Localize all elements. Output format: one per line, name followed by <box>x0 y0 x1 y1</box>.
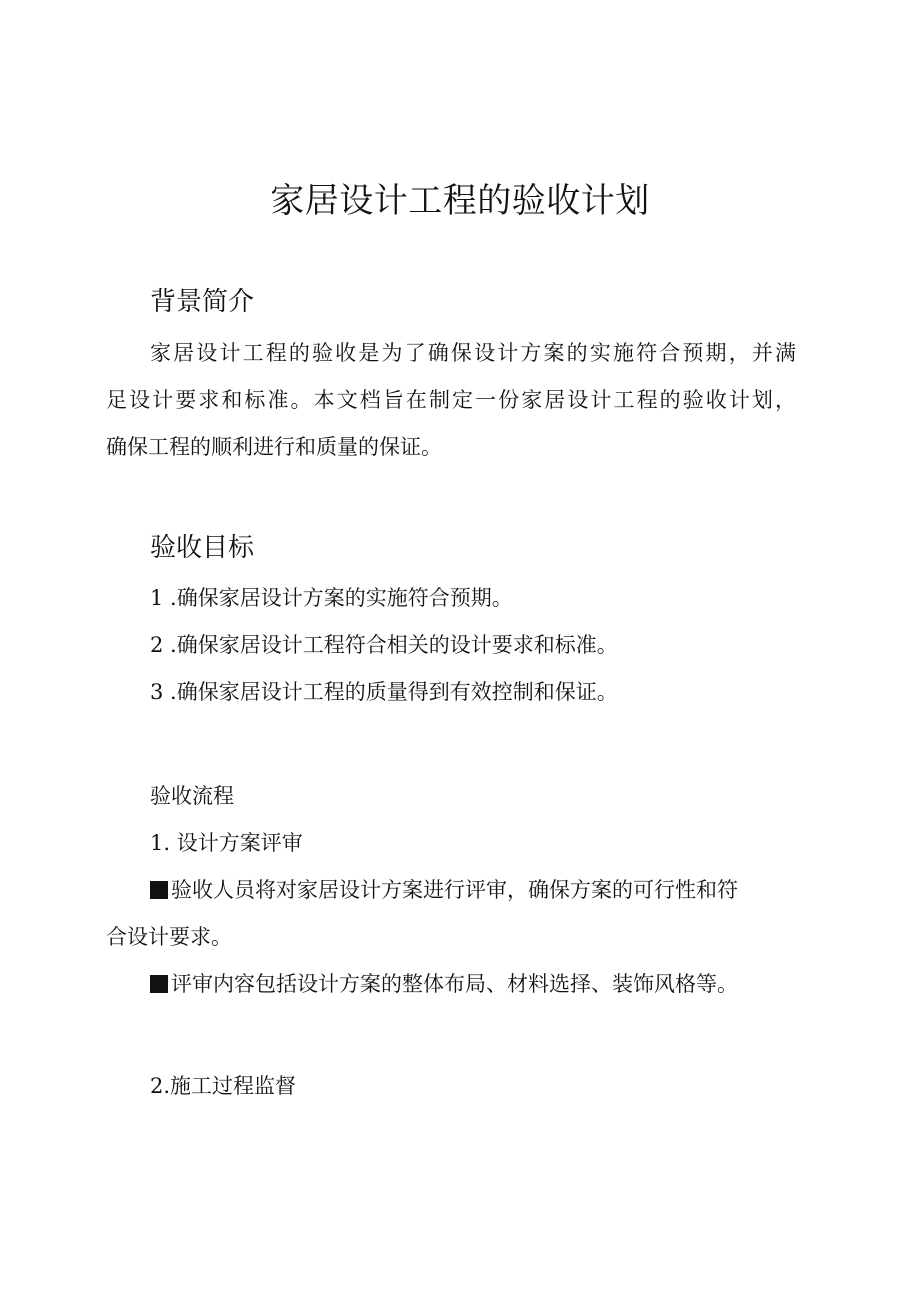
process-step-2-title: 2.施工过程监督 <box>150 1074 297 1098</box>
review-bullet-1-line-1 <box>150 875 738 905</box>
review-bullet-1-text: 验收人员将对家居设计方案进行评审，确保方案的可行性和符 <box>171 878 738 902</box>
document-title: 家居设计工程的验收计划 <box>270 181 650 221</box>
background-paragraph-line-1: 家居设计工程的验收是为了确保设计方案的实施符合预期，并满 <box>150 341 796 365</box>
objective-item-2: 2 .确保家居设计工程符合相关的设计要求和标准。 <box>150 633 618 657</box>
objectives-heading: 验收目标 <box>150 533 255 563</box>
background-paragraph-line-3: 确保工程的顺利进行和质量的保证。 <box>106 435 442 459</box>
process-heading: 验收流程 <box>150 784 234 808</box>
review-bullet-2 <box>150 969 738 999</box>
objective-item-3: 3 .确保家居设计工程的质量得到有效控制和保证。 <box>150 680 618 704</box>
background-heading: 背景简介 <box>150 287 255 317</box>
objective-item-1: 1 .确保家居设计方案的实施符合预期。 <box>150 586 513 610</box>
square-bullet-icon <box>150 975 168 993</box>
square-bullet-icon <box>150 881 168 899</box>
review-bullet-1-line-2: 合设计要求。 <box>106 925 232 949</box>
process-step-1-title: 1. 设计方案评审 <box>150 831 303 855</box>
review-bullet-2-text: 评审内容包括设计方案的整体布局、材料选择、装饰风格等。 <box>171 972 738 996</box>
background-paragraph-line-2: 足设计要求和标准。本文档旨在制定一份家居设计工程的验收计划， <box>106 388 796 412</box>
